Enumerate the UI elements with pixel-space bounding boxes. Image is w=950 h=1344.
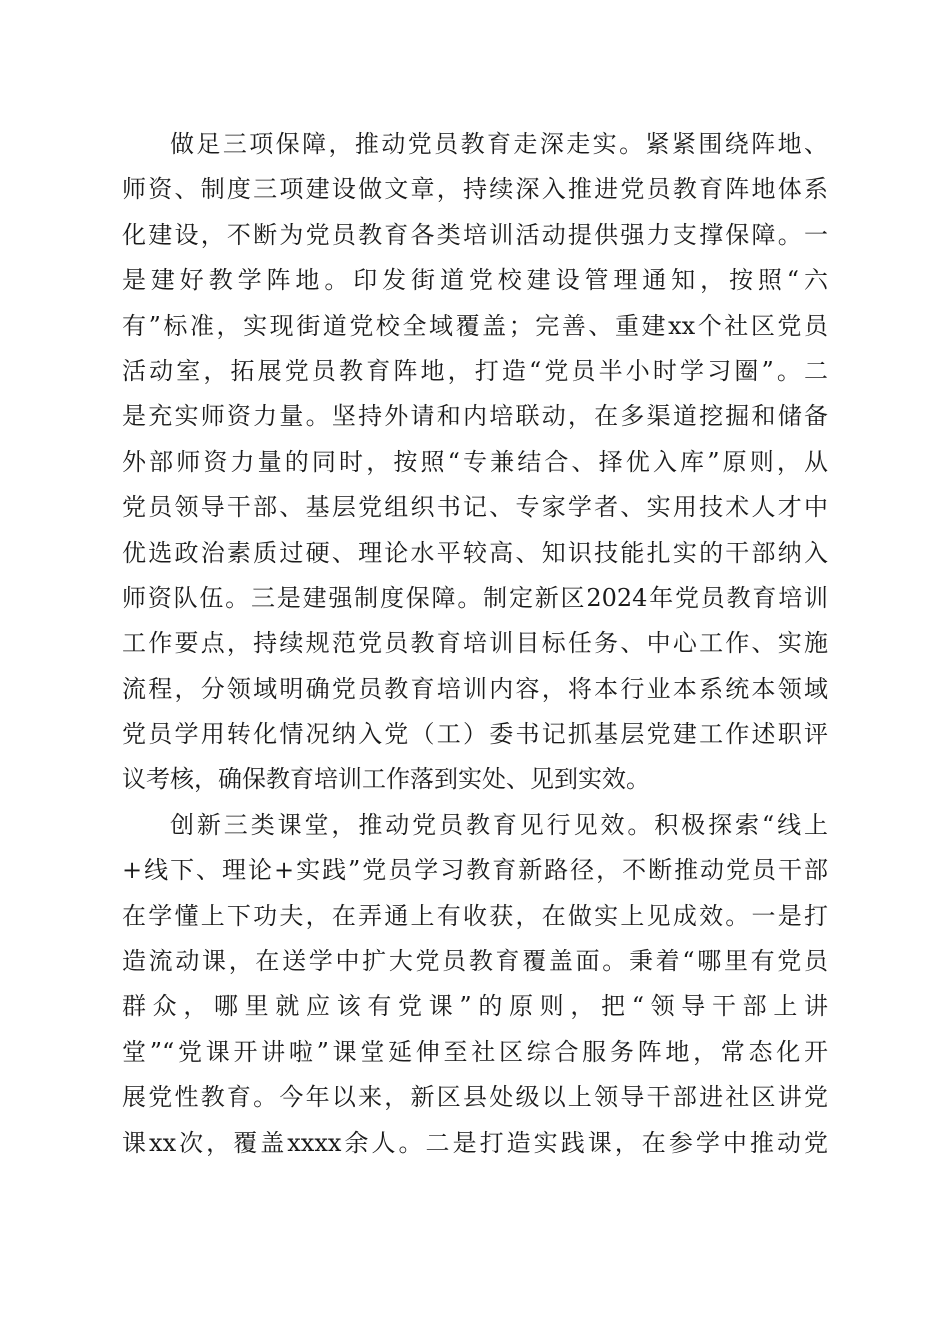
text-line: 外部师资力量的同时，按照“专兼结合、择优入库”原则，从 bbox=[122, 447, 828, 476]
text-line: 在学懂上下功夫，在弄通上有收获，在做实上见成效。一是打 bbox=[122, 901, 828, 930]
text-line: 党员领导干部、基层党组织书记、专家学者、实用技术人才中 bbox=[122, 493, 828, 522]
text-line: 师资、制度三项建设做文章，持续深入推进党员教育阵地体系 bbox=[122, 175, 828, 204]
text-line: 优选政治素质过硬、理论水平较高、知识技能扎实的干部纳入 bbox=[122, 538, 828, 567]
text-line: 流程，分领域明确党员教育培训内容，将本行业本系统本领域 bbox=[122, 674, 828, 703]
text-line: 化建设，不断为党员教育各类培训活动提供强力支撑保障。一 bbox=[122, 220, 828, 249]
text-line: 堂”“党课开讲啦”课堂延伸至社区综合服务阵地，常态化开 bbox=[122, 1037, 828, 1066]
text-line: 群众，哪里就应该有党课”的原则，把“领导干部上讲 bbox=[122, 992, 828, 1021]
text-line: 议考核，确保教育培训工作落到实处、见到实效。 bbox=[122, 765, 650, 794]
text-line: +线下、理论+实践”党员学习教育新路径，不断推动党员干部 bbox=[122, 856, 828, 885]
text-line: 工作要点，持续规范党员教育培训目标任务、中心工作、实施 bbox=[122, 629, 828, 658]
paragraph-1 bbox=[122, 122, 828, 803]
text-line: 党员学用转化情况纳入党（工）委书记抓基层党建工作述职评 bbox=[122, 720, 828, 749]
text-line: 活动室，拓展党员教育阵地，打造“党员半小时学习圈”。二 bbox=[122, 356, 828, 385]
text-line: 做足三项保障，推动党员教育走深走实。紧紧围绕阵地、 bbox=[170, 130, 828, 158]
text-line: 造流动课，在送学中扩大党员教育覆盖面。秉着“哪里有党员 bbox=[122, 947, 828, 976]
text-line: 是建好教学阵地。印发街道党校建设管理通知，按照“六 bbox=[122, 266, 828, 295]
text-line: 创新三类课堂，推动党员教育见行见效。积极探索“线上 bbox=[170, 810, 828, 839]
text-line: 师资队伍。三是建强制度保障。制定新区2024年党员教育培训 bbox=[122, 583, 828, 612]
text-line: 课xx次，覆盖xxxx余人。二是打造实践课，在参学中推动党 bbox=[122, 1128, 828, 1157]
text-line: 有”标准，实现街道党校全域覆盖；完善、重建xx个社区党员 bbox=[122, 311, 828, 340]
paragraph-2 bbox=[122, 803, 828, 1166]
text-line: 展党性教育。今年以来，新区县处级以上领导干部进社区讲党 bbox=[122, 1083, 828, 1112]
text-line: 是充实师资力量。坚持外请和内培联动，在多渠道挖掘和储备 bbox=[122, 402, 828, 431]
body-text bbox=[122, 122, 828, 1166]
